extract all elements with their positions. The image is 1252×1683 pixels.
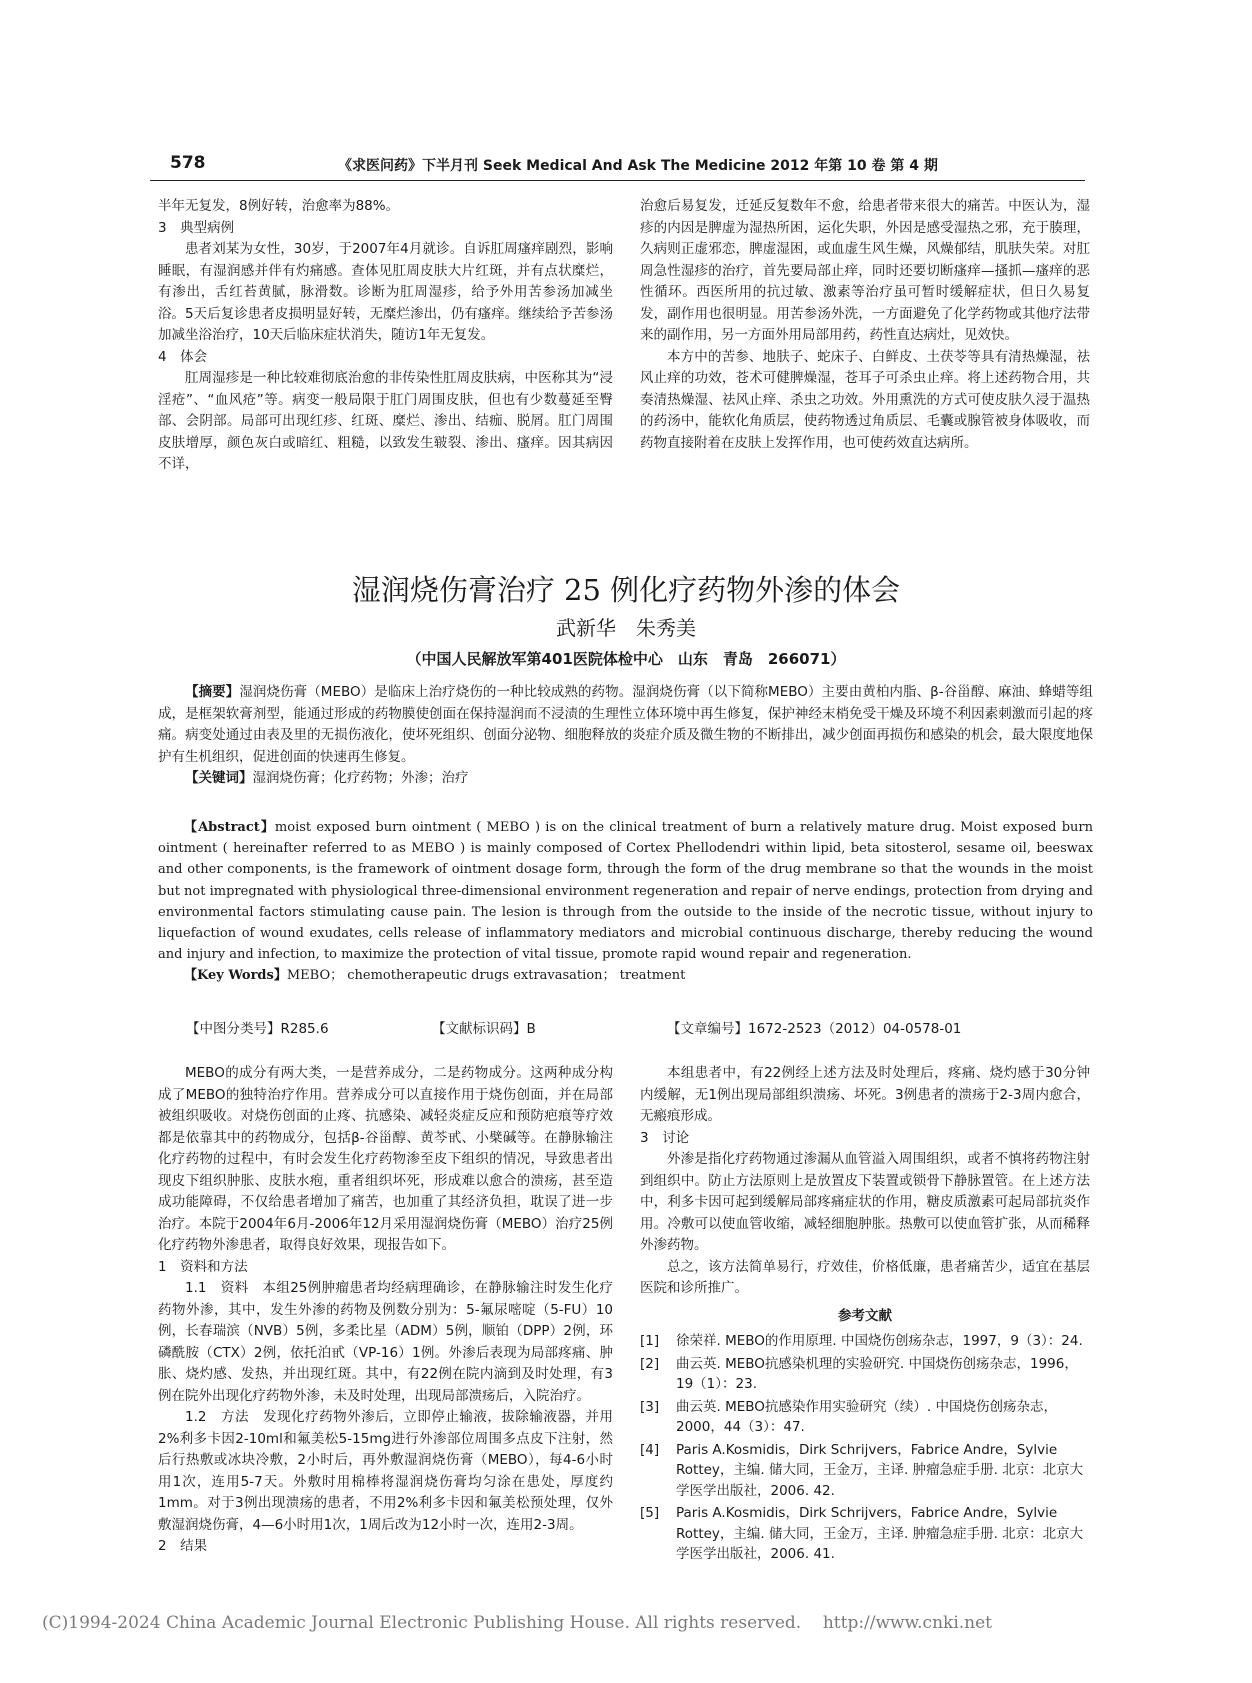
top-right-column (640, 196, 1090, 454)
section-heading: 2 结果 (158, 1538, 208, 1554)
keywords (158, 768, 1093, 790)
section-heading: 3 典型病例 (158, 219, 235, 236)
reference-item (640, 1397, 1090, 1438)
body-left-column (158, 1063, 613, 1558)
reference-number: [5] (640, 1505, 660, 1521)
abstract-label: 【摘要】 (185, 684, 240, 700)
paragraph: 本方中的苦参、地肤子、蛇床子、白鲜皮、土茯苓等具有清热燥湿，祛风止痒的功效，苍术可健脾燥湿，苍耳子可杀虫止痒。将上述药物合用，共奏清热燥湿、祛风止痒、杀虫之功效。外用熏洗的方式可使皮肤久浸于温热的药汤中，能软化角质层，使药物透过角质层、毛囊或腺管被身体吸收，而药物直接附着在皮肤上发挥作用，也可使药效直达病所。 (640, 348, 1090, 451)
page-number: 578 (170, 153, 206, 173)
reference-text: 曲云英. MEBO抗感染机理的实验研究. 中国烧伤创疡杂志，1996，19（1）：23. (676, 1355, 1078, 1392)
paragraph: 治愈后易复发，迁延反复数年不愈，给患者带来很大的痛苦。中医认为，湿疹的内因是脾虚为湿热所困，运化失职，外因是感受湿热之邪，充于腠理，久病则正虚邪恋，脾虚湿困，或血虚生风生燥，风燥郁结，肌肤失荣。对肛周急性湿疹的治疗，首先要局部止痒，同时还要切断瘙痒—搔抓—瘙痒的恶性循环。西医所用的抗过敏、激素等治疗虽可暂时缓解症状，但日久易复发，副作用也很明显。用苦参汤外洗，一方面避免了化学药物或其他疗法带来的副作用，另一方面外用局部用药，药性直达病灶，见效快。 (640, 198, 1090, 343)
paragraph: 外渗是指化疗药物通过渗漏从血管溢入周围组织，或者不慎将药物注射到组织中。防止方法原则上是放置皮下装置或锁骨下静脉置管。在上述方法中，利多卡因可起到缓解局部疼痛症状的作用，糖皮质激素可起局部抗炎作用。冷敷可以使血管收缩，减轻细胞肿胀。热敷可以使血管扩张，从而稀释外渗药物。 (640, 1151, 1090, 1253)
clc-number: 【中图分类号】R285.6 (186, 1021, 329, 1037)
reference-list (640, 1331, 1090, 1565)
section-heading: 4 体会 (158, 348, 208, 365)
references-title: 参考文献 (838, 1307, 892, 1324)
article-number: 【文章编号】1672-2523（2012）04-0578-01 (667, 1021, 962, 1037)
paragraph: 本组患者中，有22例经上述方法及时处理后，疼痛、烧灼感于30分钟内缓解，无1例出现局部组织溃疡、坏死。3例患者的溃疡于2-3周内愈合，无瘢痕形成。 (640, 1065, 1090, 1124)
reference-number: [1] (640, 1333, 660, 1349)
paragraph: 患者刘某为女性，30岁，于2007年4月就诊。自诉肛周瘙痒剧烈，影响睡眠，有湿润感并伴有灼痛感。查体见肛周皮肤大片红斑，并有点状糜烂，有渗出，舌红苔黄腻，脉滑数。诊断为肛周湿疹，给予外用苦参汤加减坐浴。5天后复诊患者皮损明显好转，无糜烂渗出，仍有瘙痒。继续给予苦参汤加减坐浴治疗，10天后临床症状消失，随访1年无复发。 (158, 241, 613, 343)
article-affiliation: （中国人民解放军第401医院体检中心 山东 青岛 266071） (406, 650, 846, 668)
paragraph: 1.2 方法 发现化疗药物外渗后，立即停止输液，拔除输液器，并用2%利多卡因2-10ml和氟美松5-15mg进行外渗部位周围多点皮下注射，然后行热敷或冰块冷敷，2小时后，再外敷湿润烧伤膏（MEBO），每4-6小时用1次，连用5-7天。外敷时用棉棒将湿润烧伤膏均匀涂在患处，厚度约1mm。对于3例出现溃疡的患者，不用2%利多卡因和氟美松预处理，仅外敷湿润烧伤膏，4—6小时用1次，1周后改为12小时一次，连用2-3周。 (158, 1409, 613, 1533)
abstract-block (158, 682, 1093, 790)
top-left-column (158, 196, 613, 476)
abstract-en-text: moist exposed burn ointment ( MEBO ) is on the clinical treatment of burn a relatively mature drug. Moist exposed burn ointment ( hereinafter referred to as MEBO ) is mainly composed of Cortex Phellodendri within lipid, beta sitosterol, sesame oil, beeswax and other components, is the framework of ointment dosage form, through the form of the drug membrane so that the wounds in the moist but not impregnated with physiological three-dimensional environment regeneration and repair of nerve endings, protection from drying and environmental factors stimulating cause pain. The lesion is through from the outside to the inside of the necrotic tissue, without injury to liquefaction of wound exudates, cells release of inflammatory mediators and microbial continuous discharge, thereby reducing the wound and injury and infection, to maximize the protection of vital tissue, promote rapid wound repair and regeneration. (158, 820, 1093, 963)
keywords-en-text: MEBO； chemotherapeutic drugs extravasation； treatment (286, 968, 686, 984)
reference-item (640, 1440, 1090, 1502)
reference-number: [4] (640, 1441, 660, 1458)
paragraph: 1.1 资料 本组25例肿瘤患者均经病理确诊，在静脉输注时发生化疗药物外渗，其中，发生外渗的药物及例数分别为：5-氟尿嘧啶（5-FU）10例，长春瑞滨（NVB）5例，多柔比星（ADM）5例，顺铂（DPP）2例，环磷酰胺（CTX）2例，依托泊甙（VP-16）1例。外渗后表现为局部疼痛、肿胀、烧灼感、发热，并出现红斑。其中，有22例在院内滴到及时处理，有3例在院外出现化疗药物外渗，未及时处理，出现局部溃疡后，入院治疗。 (158, 1280, 613, 1404)
article-authors: 武新华 朱秀美 (556, 616, 696, 640)
reference-text: Paris A.Kosmidis，Dirk Schrijvers，Fabrice Andre，Sylvie Rottey，主编. 储大同，王金万，主译. 肿瘤急症手册. 北京：北京大学医学出版社，2006. 41. (676, 1505, 1084, 1562)
paragraph: 肛周湿疹是一种比较难彻底治愈的非传染性肛周皮肤病，中医称其为“浸淫疮”、“血风疮”等。病变一般局限于肛门周围皮肤，但也有少数蔓延至臀部、会阴部。局部可出现红疹、红斑、糜烂、渗出、结痂、脱屑。肛门周围皮肤增厚，颜色灰白或暗红、粗糙，以致发生皲裂、渗出、瘙痒。因其病因不详， (158, 370, 613, 472)
paragraph: MEBO的成分有两大类，一是营养成分，二是药物成分。这两种成分构成了MEBO的独特治疗作用。营养成分可以直接作用于烧伤创面，并在局部被组织吸收。对烧伤创面的止疼、抗感染、减轻炎症反应和预防疤痕等疗效都是依靠其中的药物成分，包括β-谷甾醇、黄芩甙、小檗碱等。在静脉输注化疗药物的过程中，有时会发生化疗药物渗至皮下组织的情况，导致患者出现皮下组织肿胀、皮肤水疱，重者组织坏死，形成难以愈合的溃疡，甚至造成功能障碍，不仅给患者增加了痛苦，也加重了其经济负担，耽误了进一步治疗。本院于2004年6月-2006年12月采用湿润烧伤膏（MEBO）治疗25例化疗药物外渗患者，取得良好效果，现报告如下。 (158, 1065, 613, 1253)
keywords-en (158, 965, 1093, 986)
paragraph: 总之，该方法简单易行，疗效佳，价格低廉，患者痛苦少，适宜在基层医院和诊所推广。 (640, 1258, 1090, 1296)
keywords-text: 湿润烧伤膏；化疗药物；外渗；治疗 (252, 770, 469, 786)
reference-item (640, 1354, 1090, 1395)
reference-text: 曲云英. MEBO抗感染作用实验研究（续）. 中国烧伤创疡杂志，2000，44（3）：47. (676, 1398, 1057, 1435)
abstract-text: 湿润烧伤膏（MEBO）是临床上治疗烧伤的一种比较成熟的药物。湿润烧伤膏（以下简称MEBO）主要由黄柏内脂、β-谷甾醇、麻油、蜂蜡等组成，是框架软膏剂型，能通过形成的药物膜使创面在保持湿润而不浸渍的生理性立体环境中再生修复，保护神经末梢免受干燥及环境不利因素刺激而引起的疼痛。病变处通过由表及里的无损伤液化，使坏死组织、创面分泌物、细胞释放的炎症介质及微生物的不断排出，减少创面再损伤和感染的机会，最大限度地保护有生机组织，促进创面的快速再生修复。 (158, 684, 1094, 765)
abstract (158, 682, 1093, 768)
reference-item (640, 1331, 1090, 1352)
keywords-label: 【关键词】 (185, 770, 253, 786)
article-title: 湿润烧伤膏治疗 25 例化疗药物外渗的体会 (351, 573, 901, 607)
abstract-en-block (158, 817, 1093, 987)
reference-number: [3] (640, 1398, 660, 1415)
reference-text: 徐荣祥. MEBO的作用原理. 中国烧伤创疡杂志，1997，9（3）：24. (676, 1333, 1083, 1349)
section-heading: 1 资料和方法 (158, 1258, 248, 1275)
header-rule (150, 180, 1085, 181)
section-heading: 3 讨论 (640, 1129, 690, 1146)
abstract-en-label: 【Abstract】 (184, 820, 275, 835)
document-code: 【文献标识码】B (432, 1021, 536, 1037)
reference-text: Paris A.Kosmidis，Dirk Schrijvers，Fabrice Andre，Sylvie Rottey，主编. 储大同，王金万，主译. 肿瘤急症手册. 北京：北京大学医学出版社，2006. 42. (676, 1441, 1084, 1499)
keywords-en-label: 【Key Words】 (184, 968, 287, 984)
reference-number: [2] (640, 1355, 660, 1372)
body-right-column (640, 1063, 1090, 1567)
copyright-footer: (C)1994-2024 China Academic Journal Electronic Publishing House. All rights reserved. http://www.cnki.net (42, 1613, 992, 1633)
running-header: 《求医问药》下半月刊 Seek Medical And Ask The Medicine 2012 年第 10 卷 第 4 期 (338, 158, 938, 174)
abstract-en (158, 817, 1093, 965)
paragraph: 半年无复发，8例好转，治愈率为88%。 (158, 198, 400, 214)
reference-item (640, 1503, 1090, 1565)
